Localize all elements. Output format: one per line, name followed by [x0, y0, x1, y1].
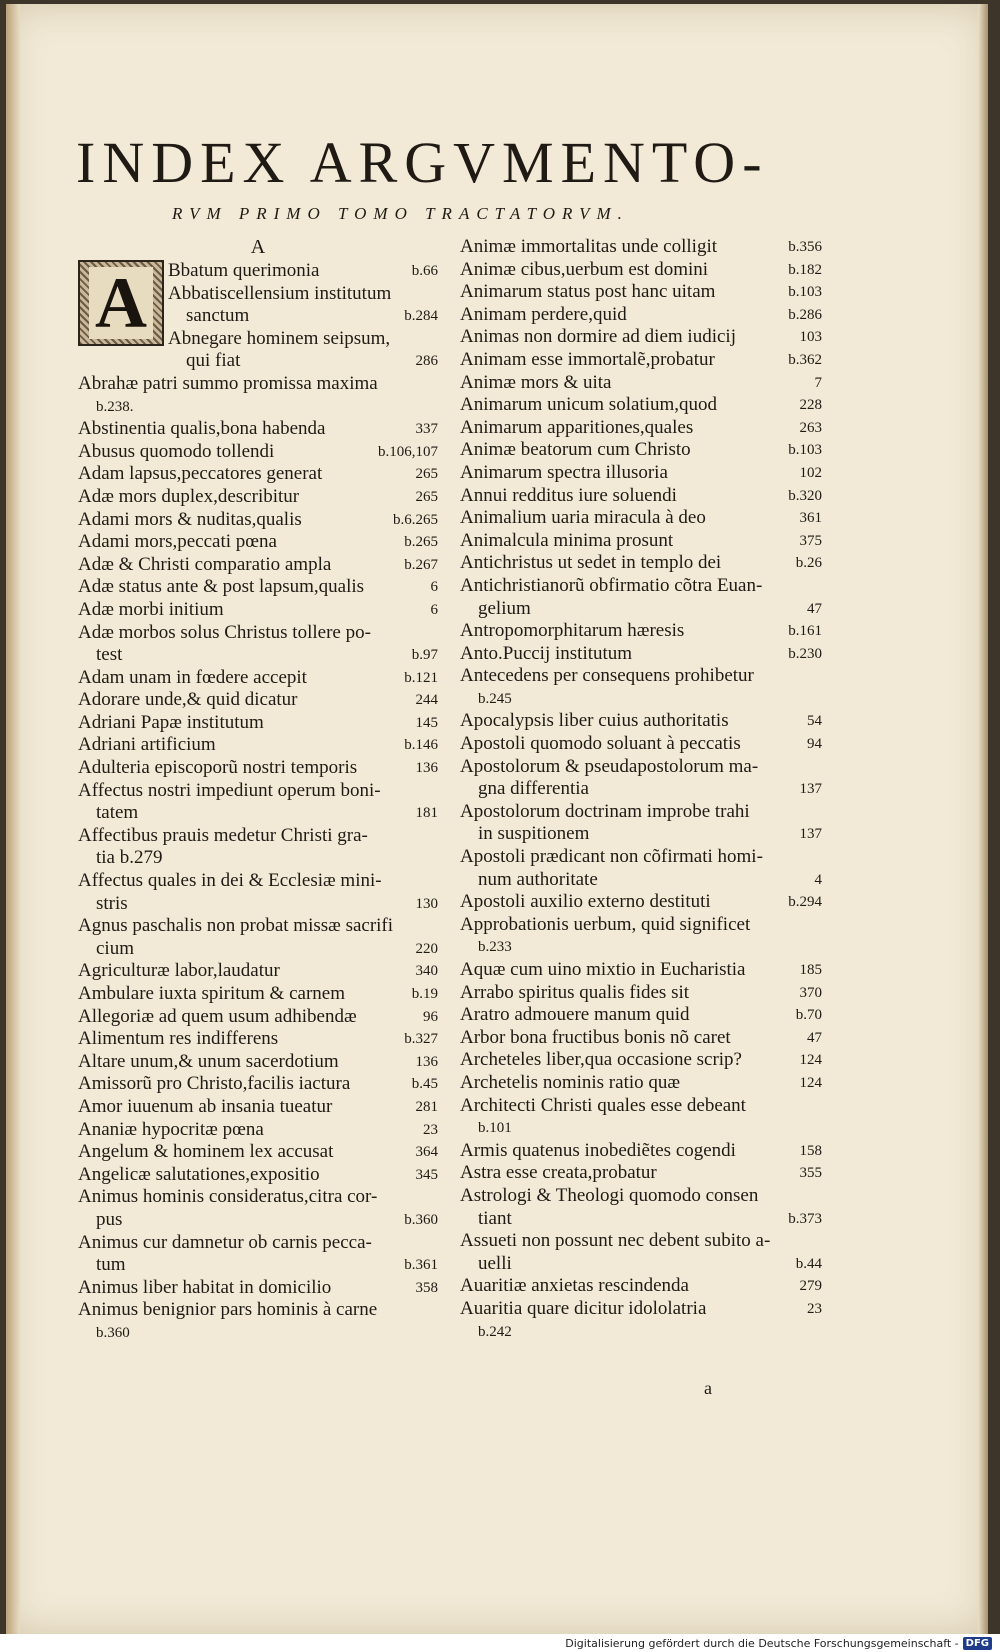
- index-entry: [78, 1006, 438, 1029]
- entry-text: Bbatum querimonia: [168, 260, 320, 281]
- index-entry: [460, 665, 822, 710]
- page-reference: 145: [415, 714, 438, 731]
- index-entry: [460, 326, 822, 349]
- ornamental-initial: [78, 260, 164, 346]
- page-reference: b.356: [788, 239, 822, 255]
- entry-text: Animus cur damnetur ob carnis pecca-: [78, 1231, 372, 1253]
- footer-credit: Digitalisierung gefördert durch die Deutsche Forschungsgemeinschaft -: [565, 1636, 959, 1650]
- page-reference: b.265: [404, 534, 438, 551]
- entry-text: sanctum: [186, 305, 250, 327]
- entry-text: Animalcula minima prosunt: [460, 529, 674, 551]
- page-reference: 279: [799, 1278, 822, 1295]
- page-reference: b.286: [788, 306, 822, 323]
- entry-text: Animam perdere,quid: [460, 303, 627, 325]
- entry-text: Agriculturæ labor,laudatur: [78, 960, 280, 982]
- entry-text: Archetelis nominis ratio quæ: [460, 1071, 681, 1093]
- entry-text: Animus hominis consideratus,citra cor-: [78, 1186, 378, 1208]
- page-reference: b.6.265: [393, 511, 438, 528]
- entry-text: Animalium uaria miracula à deo: [460, 507, 706, 529]
- entry-text: Abbatiscellensium institutum: [168, 282, 392, 304]
- entry-text: Adulteria episcoporũ nostri temporis: [78, 757, 358, 779]
- entry-text: Affectus nostri impediunt operum boni-: [78, 779, 381, 801]
- entry-text: Adæ morbi initium: [78, 598, 224, 620]
- index-entry: [78, 463, 438, 486]
- entry-text: Aratro admouere manum quid: [460, 1004, 690, 1026]
- entry-text: Abstinentia qualis,bona habenda: [78, 418, 326, 440]
- entry-text: Abnegare hominem seipsum,: [168, 327, 391, 349]
- page-reference: 375: [799, 532, 822, 549]
- page-reference: 96: [423, 1008, 438, 1025]
- entry-text: Antecedens per consequens prohibetur: [460, 665, 754, 687]
- index-entry: [78, 825, 438, 870]
- entry-text: Adami mors & nuditas,qualis: [78, 508, 302, 530]
- page-reference: 137: [799, 826, 822, 843]
- entry-text: Adæ mors duplex,describitur: [78, 485, 300, 507]
- index-entry: [78, 689, 438, 712]
- page-reference: 281: [415, 1098, 438, 1115]
- digitization-footer: [0, 1634, 1000, 1652]
- entry-text: Antropomorphitarum hæresis: [460, 620, 685, 642]
- page-reference: b.26: [795, 555, 822, 572]
- index-entry: [460, 1004, 822, 1027]
- index-entry: [460, 959, 822, 982]
- entry-text: Antichristus ut sedet in templo dei: [460, 552, 722, 574]
- index-entry: [78, 622, 438, 667]
- page-reference: 102: [799, 464, 822, 481]
- index-entry: [460, 394, 822, 417]
- entry-text: Alimentum res indifferens: [78, 1028, 279, 1050]
- page-reference: b.97: [411, 647, 438, 664]
- entry-text: Affectibus prauis medetur Christi gra-: [78, 824, 368, 846]
- page-reference: 345: [415, 1166, 438, 1183]
- entry-text: Animarum unicum solatium,quod: [460, 394, 718, 416]
- entry-text: Adriani artificium: [78, 734, 216, 756]
- entry-text: gna differentia: [478, 778, 589, 800]
- page-reference: 124: [799, 1052, 822, 1069]
- entry-text: Amissorũ pro Christo,facilis iactura: [78, 1073, 351, 1095]
- entry-text: Astrologi & Theologi quomodo consen: [460, 1184, 759, 1206]
- page-reference: b.284: [404, 308, 438, 325]
- entry-text: Adæ morbos solus Christus tollere po-: [78, 621, 371, 643]
- index-entry: [78, 915, 438, 960]
- index-entry: [78, 712, 438, 735]
- entry-text: Altare unum,& unum sacerdotium: [78, 1050, 339, 1072]
- entry-text: Animarum spectra illusoria: [460, 461, 668, 483]
- entry-text: Annui redditus iure soluendi: [460, 484, 677, 506]
- entry-text: Antichristianorũ obfirmatio cõtra Euan-: [460, 574, 763, 596]
- index-entry: [460, 485, 822, 508]
- page-reference: 364: [415, 1144, 438, 1161]
- page-reference: 47: [807, 1029, 822, 1046]
- index-entry: [78, 960, 438, 983]
- entry-text: Agnus paschalis non probat missæ sacrifi: [78, 915, 394, 937]
- page-reference: b.233: [478, 939, 512, 956]
- signature-mark: a: [704, 1378, 712, 1398]
- page-edge: [978, 4, 988, 1634]
- page-reference: 361: [799, 510, 822, 527]
- page-reference: b.66: [411, 263, 438, 279]
- index-entry: [460, 439, 822, 462]
- page-reference: 286: [415, 353, 438, 370]
- index-entry: [460, 507, 822, 530]
- page-reference: 136: [415, 760, 438, 777]
- page-reference: b.146: [404, 737, 438, 754]
- entry-text: tiant: [478, 1207, 512, 1229]
- entry-text: Adæ & Christi comparatio ampla: [78, 553, 332, 575]
- page-reference: 47: [807, 600, 822, 617]
- page-reference: 6: [430, 579, 438, 596]
- index-entry: [78, 1277, 438, 1300]
- index-subtitle: RVM PRIMO TOMO TRACTATORVM.: [172, 204, 629, 223]
- entry-text: Apostolorum & pseudapostolorum ma-: [460, 755, 759, 777]
- entry-text: in suspitionem: [478, 823, 590, 845]
- page-reference: 370: [799, 984, 822, 1001]
- entry-text: Animarum status post hanc uitam: [460, 281, 716, 303]
- entry-text: Adriani Papæ institutum: [78, 711, 264, 733]
- entry-text: Apocalypsis liber cuius authoritatis: [460, 710, 729, 732]
- entry-text: Affectus quales in dei & Ecclesiæ mini-: [78, 870, 382, 892]
- section-letter: A: [250, 236, 266, 258]
- page-reference: b.182: [788, 261, 822, 278]
- entry-text: Animam esse immortalẽ,probatur: [460, 348, 715, 370]
- index-entry: [78, 667, 438, 690]
- index-entry: [460, 552, 822, 575]
- page-reference: b.238.: [96, 398, 134, 415]
- right-column: [460, 236, 822, 1343]
- entry-text: Animus liber habitat in domicilio: [78, 1276, 332, 1298]
- page-reference: 263: [799, 419, 822, 436]
- index-entry: [460, 1095, 822, 1140]
- page-reference: b.44: [795, 1255, 822, 1272]
- page-reference: b.161: [788, 623, 822, 640]
- index-entry: [78, 1119, 438, 1142]
- index-entry: [78, 509, 438, 532]
- index-entry: [78, 1141, 438, 1164]
- entry-text: test: [96, 644, 123, 666]
- page-reference: 265: [415, 466, 438, 483]
- entry-text: Abusus quomodo tollendi: [78, 440, 275, 462]
- entry-text: gelium: [478, 597, 531, 619]
- index-entry: [78, 1186, 438, 1231]
- entry-text: stris: [96, 892, 128, 914]
- entry-text: uelli: [478, 1252, 512, 1274]
- page-reference: 358: [415, 1279, 438, 1296]
- page-reference: 23: [807, 1300, 822, 1317]
- entry-text: Architecti Christi quales esse debeant: [460, 1094, 746, 1116]
- entry-text: Apostolorum doctrinam improbe trahi: [460, 800, 750, 822]
- page-reference: b.327: [404, 1031, 438, 1048]
- page-reference: 355: [799, 1165, 822, 1182]
- page-reference: 124: [799, 1074, 822, 1091]
- index-entry: [78, 1073, 438, 1096]
- index-entry: [78, 1028, 438, 1051]
- entry-text: Animas non dormire ad diem iudicij: [460, 326, 736, 348]
- index-entry: [460, 1027, 822, 1050]
- page-reference: 185: [799, 962, 822, 978]
- entry-text: Astra esse creata,probatur: [460, 1162, 657, 1184]
- page-reference: 54: [807, 713, 822, 730]
- entry-text: Assueti non possunt nec debent subito a-: [460, 1230, 771, 1252]
- page-reference: b.45: [411, 1076, 438, 1093]
- page-reference: 181: [415, 805, 438, 822]
- entry-text: Animæ beatorum cum Christo: [460, 439, 691, 461]
- page-reference: b.121: [404, 669, 438, 686]
- entry-text: cium: [96, 937, 134, 959]
- entry-text: Archeteles liber,qua occasione scrip?: [460, 1049, 742, 1071]
- index-entry: [460, 1072, 822, 1095]
- page-reference: b.267: [404, 556, 438, 573]
- index-entry: [460, 1049, 822, 1072]
- entry-text: Auaritia quare dicitur idololatria: [460, 1297, 707, 1319]
- index-entry: [78, 599, 438, 622]
- entry-text: Approbationis uerbum, quid significet: [460, 913, 751, 935]
- page-reference: b.362: [788, 351, 822, 368]
- page-reference: 220: [415, 940, 438, 957]
- index-entry: [78, 1232, 438, 1277]
- page-reference: 136: [415, 1053, 438, 1070]
- entry-text: tia b.279: [96, 847, 163, 869]
- page-reference: b.103: [788, 284, 822, 301]
- index-entry: [460, 1321, 822, 1344]
- entry-text: Auaritiæ anxietas rescindenda: [460, 1275, 689, 1297]
- index-entry: [460, 801, 822, 846]
- entry-text: Aquæ cum uino mixtio in Eucharistia: [460, 959, 746, 980]
- index-entry: [460, 349, 822, 372]
- entry-text: Animæ cibus,uerbum est domini: [460, 258, 709, 280]
- index-entry: [78, 780, 438, 825]
- index-entry: [78, 983, 438, 1006]
- index-entry: [460, 756, 822, 801]
- index-entry: [78, 418, 438, 441]
- page-reference: b.245: [478, 690, 512, 707]
- entry-text: Animæ immortalitas unde colligit: [460, 236, 718, 257]
- page-reference: b.106,107: [378, 443, 438, 460]
- index-entry: [78, 1096, 438, 1119]
- index-entry: [78, 870, 438, 915]
- entry-text: Ananiæ hypocritæ pœna: [78, 1118, 264, 1140]
- index-entry: [78, 373, 438, 418]
- entry-text: Adami mors,peccati pœna: [78, 531, 277, 553]
- page-reference: 228: [799, 397, 822, 414]
- index-entry: [460, 982, 822, 1005]
- page-reference: 158: [799, 1142, 822, 1159]
- index-entry: [78, 441, 438, 464]
- page-reference: b.294: [788, 894, 822, 911]
- entry-text: Animarum apparitiones,quales: [460, 416, 694, 438]
- page-reference: b.360: [96, 1324, 130, 1341]
- index-entry: [460, 643, 822, 666]
- index-entry: [460, 259, 822, 282]
- index-entry: [460, 891, 822, 914]
- page-reference: 94: [807, 736, 822, 753]
- index-entry: [78, 576, 438, 599]
- index-entry: [460, 1140, 822, 1163]
- index-entry: [460, 236, 822, 259]
- index-entry: [460, 372, 822, 395]
- entry-text: Angelum & hominem lex accusat: [78, 1141, 334, 1163]
- page-reference: b.320: [788, 487, 822, 504]
- book-page: [6, 4, 988, 1634]
- index-entry: [460, 1185, 822, 1230]
- entry-text: Apostoli quomodo soluant à peccatis: [460, 733, 741, 755]
- entry-text: tatem: [96, 802, 139, 824]
- index-entry: [460, 914, 822, 959]
- index-entry: [460, 281, 822, 304]
- entry-text: Animus benignior pars hominis à carne: [78, 1299, 378, 1321]
- index-entry: [460, 575, 822, 620]
- index-entry: [78, 486, 438, 509]
- index-entry: [78, 554, 438, 577]
- entry-text: Arbor bona fructibus bonis nõ caret: [460, 1026, 731, 1048]
- index-entry: [78, 757, 438, 780]
- page-gutter: [6, 4, 20, 1634]
- page-reference: 137: [799, 781, 822, 798]
- index-entry: [460, 1275, 822, 1298]
- index-entry: [460, 620, 822, 643]
- entry-text: Allegoriæ ad quem usum adhibendæ: [78, 1005, 357, 1027]
- entry-text: Apostoli auxilio externo destituti: [460, 891, 711, 913]
- dfg-logo-icon: DFG: [963, 1637, 992, 1650]
- entry-text: num authoritate: [478, 868, 598, 890]
- entry-text: Adorare unde,& quid dicatur: [78, 689, 298, 711]
- page-reference: 130: [415, 895, 438, 912]
- page-reference: b.360: [404, 1211, 438, 1228]
- index-entry: [460, 733, 822, 756]
- index-entry: [460, 846, 822, 891]
- entry-text: Adam unam in fœdere accepit: [78, 666, 307, 688]
- entry-text: Anto.Puccij institutum: [460, 642, 633, 664]
- page-reference: 337: [415, 421, 438, 438]
- page-reference: 103: [799, 329, 822, 346]
- entry-text: Ambulare iuxta spiritum & carnem: [78, 983, 345, 1004]
- index-entry: [460, 1230, 822, 1275]
- page-reference: 340: [415, 963, 438, 980]
- entry-text: qui fiat: [186, 350, 241, 372]
- index-entry: [78, 1164, 438, 1187]
- initial-letter: A: [89, 267, 153, 339]
- page-reference: b.103: [788, 442, 822, 459]
- index-entry: [78, 1051, 438, 1074]
- entry-text: Adam lapsus,peccatores generat: [78, 463, 323, 485]
- index-entry: [168, 283, 438, 328]
- index-entry: [78, 734, 438, 757]
- index-entry: [460, 530, 822, 553]
- entry-text: Amor iuuenum ab insania tueatur: [78, 1095, 333, 1117]
- page-reference: b.70: [795, 1007, 822, 1024]
- entry-text: pus: [96, 1208, 123, 1230]
- entry-text: Animæ mors & uita: [460, 371, 612, 393]
- index-entry: [78, 531, 438, 554]
- page-reference: 6: [430, 601, 438, 618]
- page-reference: 244: [415, 692, 438, 709]
- index-title: INDEX ARGVMENTO-: [76, 130, 769, 195]
- page-reference: b.361: [404, 1257, 438, 1274]
- index-entry: [460, 462, 822, 485]
- dropcap-block: [78, 260, 438, 373]
- page-reference: 4: [814, 871, 822, 888]
- page-reference: b.373: [788, 1210, 822, 1227]
- entry-text: Arrabo spiritus qualis fides sit: [460, 981, 690, 1003]
- page-reference: 265: [415, 488, 438, 505]
- page-reference: 23: [423, 1121, 438, 1138]
- page-reference: b.242: [478, 1323, 512, 1340]
- entry-text: tum: [96, 1254, 126, 1276]
- entry-text: Apostoli prædicant non cõfirmati homi-: [460, 846, 763, 868]
- index-entry: [168, 260, 438, 283]
- index-entry: [78, 1299, 438, 1344]
- index-entry: [460, 417, 822, 440]
- entry-text: Abrahæ patri summo promissa maxima: [78, 372, 378, 394]
- page-reference: b.101: [478, 1120, 512, 1137]
- page-reference: 7: [814, 374, 822, 391]
- entry-text: Angelicæ salutationes,expositio: [78, 1163, 320, 1185]
- index-entry: [460, 1298, 822, 1321]
- index-entry: [460, 304, 822, 327]
- page-reference: b.19: [411, 986, 438, 1002]
- index-entry: [460, 1162, 822, 1185]
- entry-text: Armis quatenus inobediẽtes cogendi: [460, 1139, 736, 1161]
- page-reference: b.230: [788, 645, 822, 662]
- index-entry: [460, 710, 822, 733]
- left-column: [78, 236, 438, 1345]
- index-entry: [168, 328, 438, 373]
- entry-text: Adæ status ante & post lapsum,qualis: [78, 576, 365, 598]
